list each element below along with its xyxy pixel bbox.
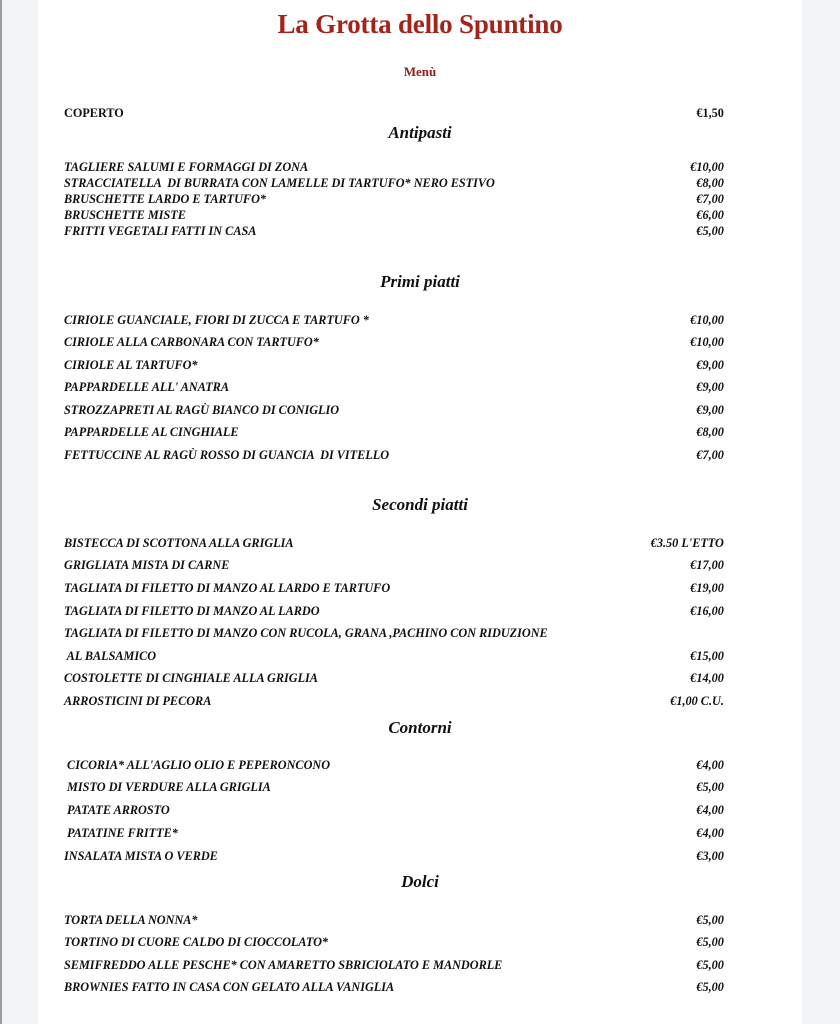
item-name: STRACCIATELLA DI BURRATA CON LAMELLE DI TARTUFO* NERO ESTIVO [64,175,495,190]
item-name: GRIGLIATA MISTA DI CARNE [64,557,230,572]
menu-item [64,756,724,774]
item-price: €4,00 [696,825,724,840]
item-name: ARROSTICINI DI PECORA [64,693,212,708]
menu-item [64,956,724,974]
item-price: €16,00 [690,603,724,618]
item-price: €1,00 C.U. [670,693,724,708]
item-name: PAPPARDELLE ALL' ANATRA [64,379,229,394]
menu-item [64,602,724,620]
item-price: €7,00 [696,447,724,462]
menu-item [64,801,724,819]
item-name: TAGLIATA DI FILETTO DI MANZO AL LARDO E TARTUFO [64,580,391,595]
item-price: €6,00 [696,207,724,222]
item-price: €5,00 [696,912,724,927]
menu-document [38,0,802,1024]
menu-subtitle: Menù [403,64,437,79]
item-name: CIRIOLE GUANCIALE, FIORI DI ZUCCA E TARTUFO * [64,312,369,327]
item-name: COSTOLETTE DI CINGHIALE ALLA GRIGLIA [64,670,318,685]
item-price: €8,00 [696,175,724,190]
item-price: €4,00 [696,802,724,817]
section-heading-secondi-piatti: Secondi piatti [372,495,468,514]
item-name: CIRIOLE ALLA CARBONARA CON TARTUFO* [64,334,319,349]
item-price: €9,00 [696,379,724,394]
item-name: STROZZAPRETI AL RAGÙ BIANCO DI CONIGLIO [64,402,340,417]
item-price: €8,00 [696,424,724,439]
menu-item [64,534,724,552]
menu-item [64,978,724,996]
menu-item [64,378,724,396]
menu-item [64,647,724,665]
item-price: €9,00 [696,357,724,372]
item-name: BISTECCA DI SCOTTONA ALLA GRIGLIA [64,535,294,550]
item-price: €1,50 [696,105,724,120]
item-name: TAGLIATA DI FILETTO DI MANZO CON RUCOLA, GRANA ,PACHINO CON RIDUZIONE [64,625,548,640]
item-price: €9,00 [696,402,724,417]
window-left-border [0,0,2,1024]
item-price: €19,00 [690,580,724,595]
item-name: FRITTI VEGETALI FATTI IN CASA [64,223,257,238]
menu-item [64,401,724,419]
coperto-row [64,104,724,122]
item-name: BROWNIES FATTO IN CASA CON GELATO ALLA VANIGLIA [64,979,395,994]
item-price: €3,00 [696,848,724,863]
menu-item [64,446,724,464]
section-heading-primi-piatti: Primi piatti [380,272,460,291]
item-name: PAPPARDELLE AL CINGHIALE [64,424,239,439]
item-price: €15,00 [690,648,724,663]
item-price: €4,00 [696,757,724,772]
item-price: €5,00 [696,223,724,238]
menu-item [64,356,724,374]
item-price: €5,00 [696,979,724,994]
restaurant-title: La Grotta dello Spuntino [277,9,563,39]
item-name: BRUSCHETTE LARDO E TARTUFO* [64,191,267,206]
menu-item [64,847,724,865]
item-name: FETTUCCINE AL RAGÙ ROSSO DI GUANCIA DI VITELLO [64,447,390,462]
item-name: CIRIOLE AL TARTUFO* [64,357,198,372]
item-price: €10,00 [690,312,724,327]
item-price: €3.50 L'ETTO [650,535,724,550]
menu-item [64,579,724,597]
menu-item [64,933,724,951]
menu-item [64,311,724,329]
menu-item [64,333,724,351]
item-price: €10,00 [690,159,724,174]
menu-item [64,692,724,710]
item-name: SEMIFREDDO ALLE PESCHE* CON AMARETTO SBRICIOLATO E MANDORLE [64,957,503,972]
menu-item [64,222,724,240]
item-price: €17,00 [690,557,724,572]
menu-item [64,669,724,687]
item-name: COPERTO [64,105,124,120]
item-name: BRUSCHETTE MISTE [64,207,186,222]
menu-item [64,911,724,929]
item-name: INSALATA MISTA O VERDE [64,848,218,863]
item-name: CICORIA* ALL'AGLIO OLIO E PEPERONCONO [64,757,331,772]
item-name: PATATINE FRITTE* [64,825,178,840]
item-price: €5,00 [696,957,724,972]
section-heading-dolci: Dolci [401,872,439,891]
item-name: TAGLIATA DI FILETTO DI MANZO AL LARDO [64,603,320,618]
item-name: TAGLIERE SALUMI E FORMAGGI DI ZONA [64,159,309,174]
menu-item [64,824,724,842]
item-name: MISTO DI VERDURE ALLA GRIGLIA [64,779,271,794]
item-price: €5,00 [696,934,724,949]
item-price: €10,00 [690,334,724,349]
item-name: TORTINO DI CUORE CALDO DI CIOCCOLATO* [64,934,329,949]
section-heading-antipasti: Antipasti [388,123,452,142]
menu-item [64,624,724,642]
item-name: AL BALSAMICO [64,648,157,663]
section-heading-contorni: Contorni [388,718,452,737]
menu-item [64,423,724,441]
menu-item [64,778,724,796]
item-price: €5,00 [696,779,724,794]
item-price: €14,00 [690,670,724,685]
item-price: €7,00 [696,191,724,206]
item-name: TORTA DELLA NONNA* [64,912,198,927]
item-name: PATATE ARROSTO [64,802,170,817]
menu-item [64,556,724,574]
